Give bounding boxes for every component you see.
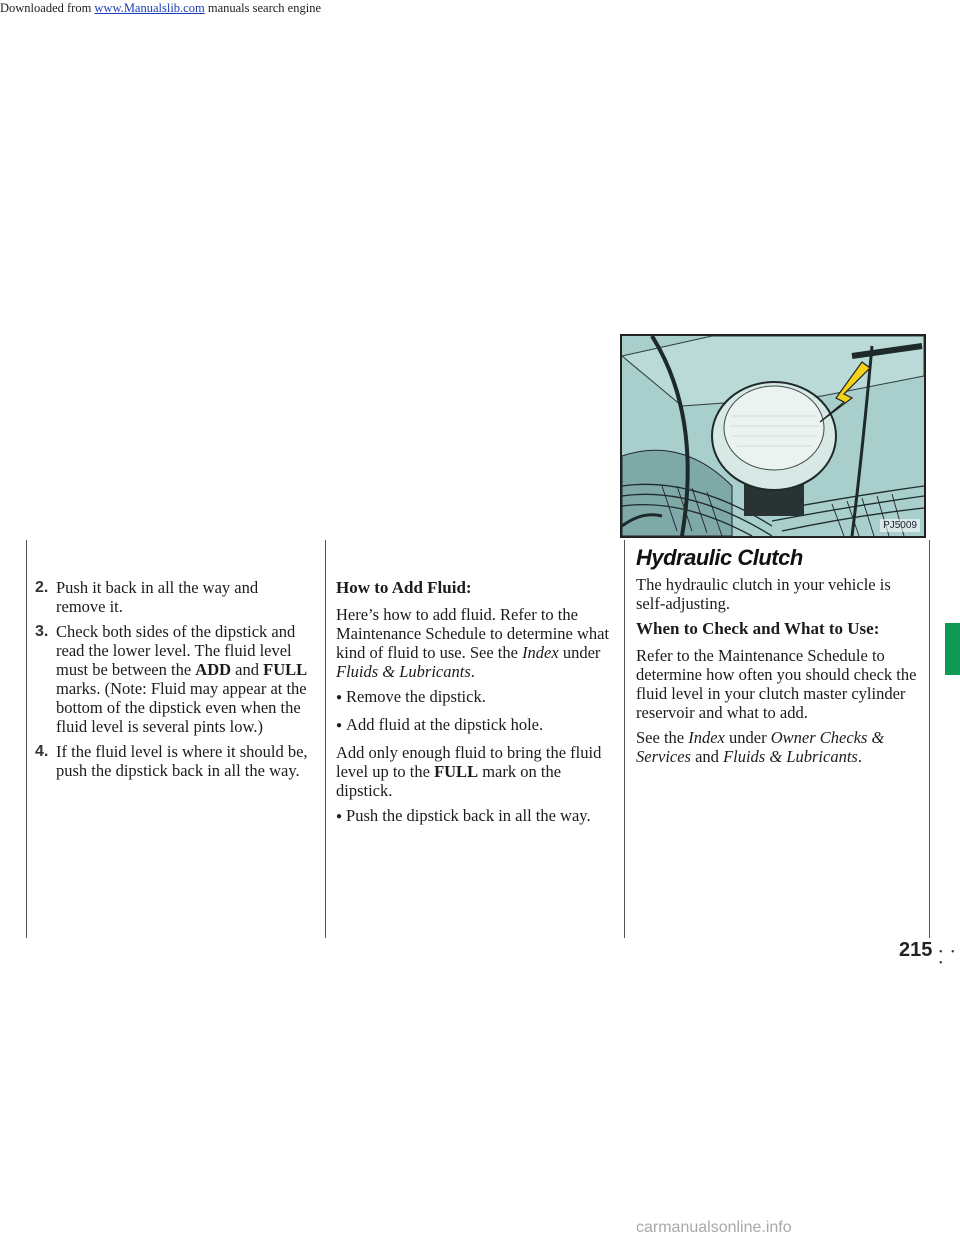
footer-watermark: carmanualsonline.info bbox=[636, 1219, 792, 1236]
bullet-remove-dipstick: ● Remove the dipstick. bbox=[336, 687, 618, 709]
step-4 bbox=[35, 742, 311, 780]
left-column bbox=[35, 578, 311, 786]
step-number: 4. bbox=[35, 743, 49, 760]
section-tab-marker bbox=[945, 623, 960, 675]
page-number: 215 bbox=[899, 939, 933, 961]
manualslib-link[interactable]: www.Manualslib.com bbox=[94, 1, 205, 15]
right-margin-rule bbox=[929, 540, 930, 938]
source-suffix: manuals search engine bbox=[204, 1, 321, 15]
add-mark-label: ADD bbox=[195, 660, 232, 679]
step-text: Push it back in all the way and remove it. bbox=[56, 578, 259, 616]
figure-code: PJ5009 bbox=[880, 519, 920, 532]
page-continuation-dots: • • • bbox=[939, 947, 958, 969]
source-prefix: Downloaded from bbox=[0, 1, 95, 15]
step-3 bbox=[35, 622, 311, 736]
download-source-note bbox=[0, 0, 321, 16]
middle-column bbox=[336, 578, 618, 834]
full-mark-label: FULL bbox=[263, 660, 308, 679]
reservoir-drawing bbox=[622, 336, 924, 536]
add-fluid-intro: Here’s how to add fluid. Refer to the Maintenance Schedule to determine what kind of fluid to use. See the Index under Fluids & Lubricants. bbox=[336, 605, 610, 681]
step-text: Check both sides of the dipstick and read the lower level. The fluid level must be between the ADD and FULL marks. (Note: Fluid may appear at the bottom of the dipstick even when the fluid level is several pints low.) bbox=[56, 622, 308, 736]
column-divider-1 bbox=[325, 540, 326, 938]
right-column bbox=[636, 545, 918, 772]
left-margin-rule bbox=[26, 540, 27, 938]
step-2 bbox=[35, 578, 311, 616]
clutch-intro: The hydraulic clutch in your vehicle is self-adjusting. bbox=[636, 575, 891, 613]
bullet-add-fluid: ● Add fluid at the dipstick hole. bbox=[336, 715, 618, 737]
clutch-check-para: Refer to the Maintenance Schedule to determine how often you should check the fluid level in your clutch master cylinder reservoir and what to add. bbox=[636, 646, 917, 722]
when-to-check-heading: When to Check and What to Use: bbox=[636, 619, 880, 638]
section-title: Hydraulic Clutch bbox=[636, 545, 803, 570]
add-fluid-heading: How to Add Fluid: bbox=[336, 578, 472, 597]
bullet-push-back: ● Push the dipstick back in all the way. bbox=[336, 806, 618, 828]
add-only-enough-para: Add only enough fluid to bring the fluid level up to the FULL mark on the dipstick. bbox=[336, 743, 602, 800]
step-number: 3. bbox=[35, 623, 49, 640]
step-text: If the fluid level is where it should be, push the dipstick back in all the way. bbox=[56, 742, 308, 780]
clutch-see-index-para: See the Index under Owner Checks & Services and Fluids & Lubricants. bbox=[636, 728, 885, 766]
step-number: 2. bbox=[35, 579, 49, 596]
column-divider-2 bbox=[624, 540, 625, 938]
clutch-reservoir-illustration bbox=[620, 334, 926, 538]
